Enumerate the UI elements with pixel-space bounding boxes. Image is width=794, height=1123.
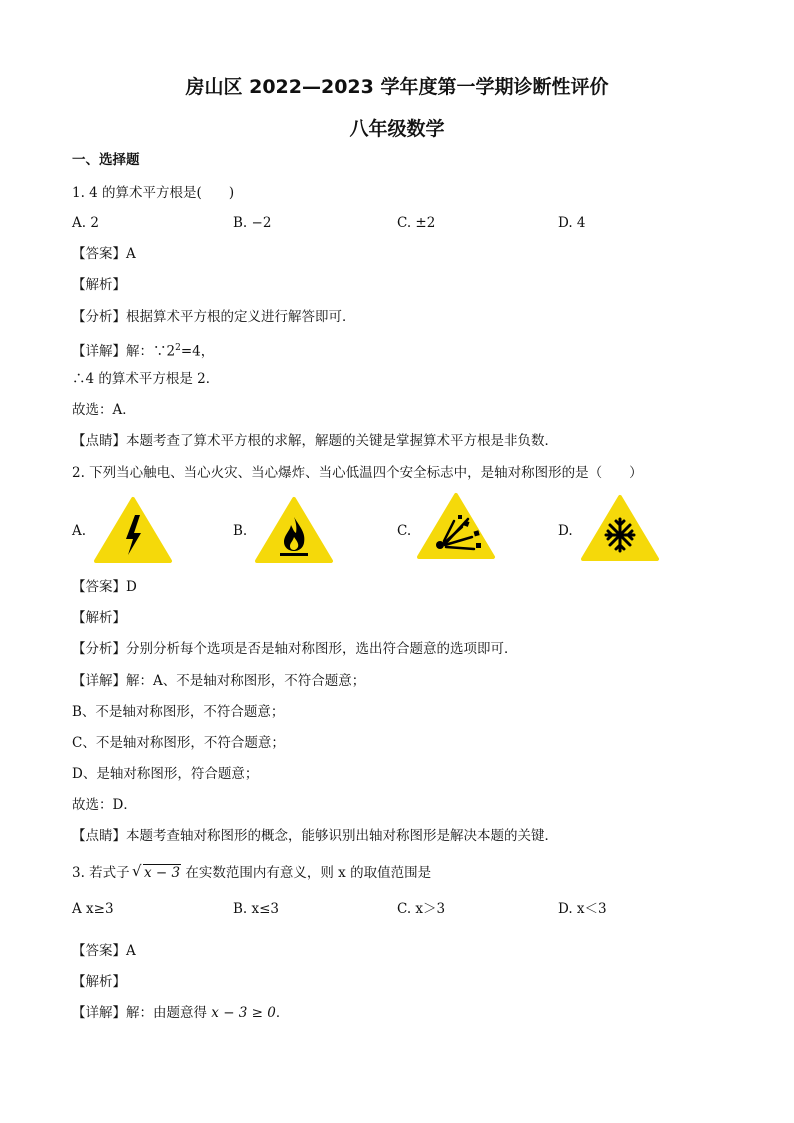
page-title: 房山区 2022—2023 学年度第一学期诊断性评价 [185,76,609,98]
q2-comment: 【点睛】本题考查轴对称图形的概念，能够识别出轴对称图形是解决本题的关键． [72,828,558,844]
q2-detail-b: B、不是轴对称图形，不符合题意； [72,704,285,720]
q2-option-a-label: A. [72,523,87,539]
q1-answer: 【答案】A [72,246,136,262]
q2-stem: 2. 下列当心触电、当心火灾、当心爆炸、当心低温四个安全标志中，是轴对称图形的是（ ） [72,465,643,481]
q2-detail: 【详解】解：A、不是轴对称图形，不符合题意； [72,673,366,689]
q1-choose: 故选：A． [72,402,136,418]
lightning-sign-icon [93,495,173,565]
q2-choose: 故选：D． [72,797,137,813]
q3-stem: 3. 若式子 √ x − 3 在实数范围内有意义，则 x 的取值范围是 [72,864,431,882]
q2-analysis-label: 【解析】 [72,610,126,626]
page-subtitle: 八年级数学 [349,118,445,140]
q1-stem: 1. 4 的算术平方根是( ) [72,185,235,201]
q1-option-d: D. 4 [558,215,586,231]
q1-option-c: C. ±2 [397,215,436,231]
q2-detail-d: D、是轴对称图形，符合题意； [72,766,259,782]
q3-analysis-label: 【解析】 [72,974,126,990]
q1-option-b: B. −2 [233,215,272,231]
q1-fenxi: 【分析】根据算术平方根的定义进行解答即可． [72,309,356,325]
q3-option-a: A x≥3 [72,901,114,917]
q3-detail: 【详解】解：由题意得 x − 3 ≥ 0． [72,1005,290,1021]
q1-analysis-label: 【解析】 [72,277,126,293]
q3-option-b: B. x≤3 [233,901,280,917]
snowflake-sign-icon [580,493,660,563]
q1-step: ∴4 的算术平方根是 2． [72,371,220,387]
q3-option-c: C. x＞3 [397,901,446,917]
q3-answer: 【答案】A [72,943,136,959]
q2-option-c-label: C. [397,523,412,539]
q2-detail-c: C、不是轴对称图形，不符合题意； [72,735,285,751]
q1-comment: 【点睛】本题考查了算术平方根的求解，解题的关键是掌握算术平方根是非负数． [72,433,558,449]
q1-detail: 【详解】解：$\because 2^2=4$， [72,343,215,360]
q2-option-b-label: B. [233,523,248,539]
sqrt-expression: √ x − 3 [134,864,181,882]
q1-option-a: A. 2 [72,215,99,231]
q2-fenxi: 【分析】分别分析每个选项是否是轴对称图形，选出符合题意的选项即可． [72,641,518,657]
q2-option-d-label: D. [558,523,573,539]
q3-option-d: D. x＜3 [558,901,607,917]
explosion-sign-icon [416,491,496,561]
section-heading: 一、选择题 [72,152,140,168]
fire-sign-icon [254,495,334,565]
q2-answer: 【答案】D [72,579,137,595]
